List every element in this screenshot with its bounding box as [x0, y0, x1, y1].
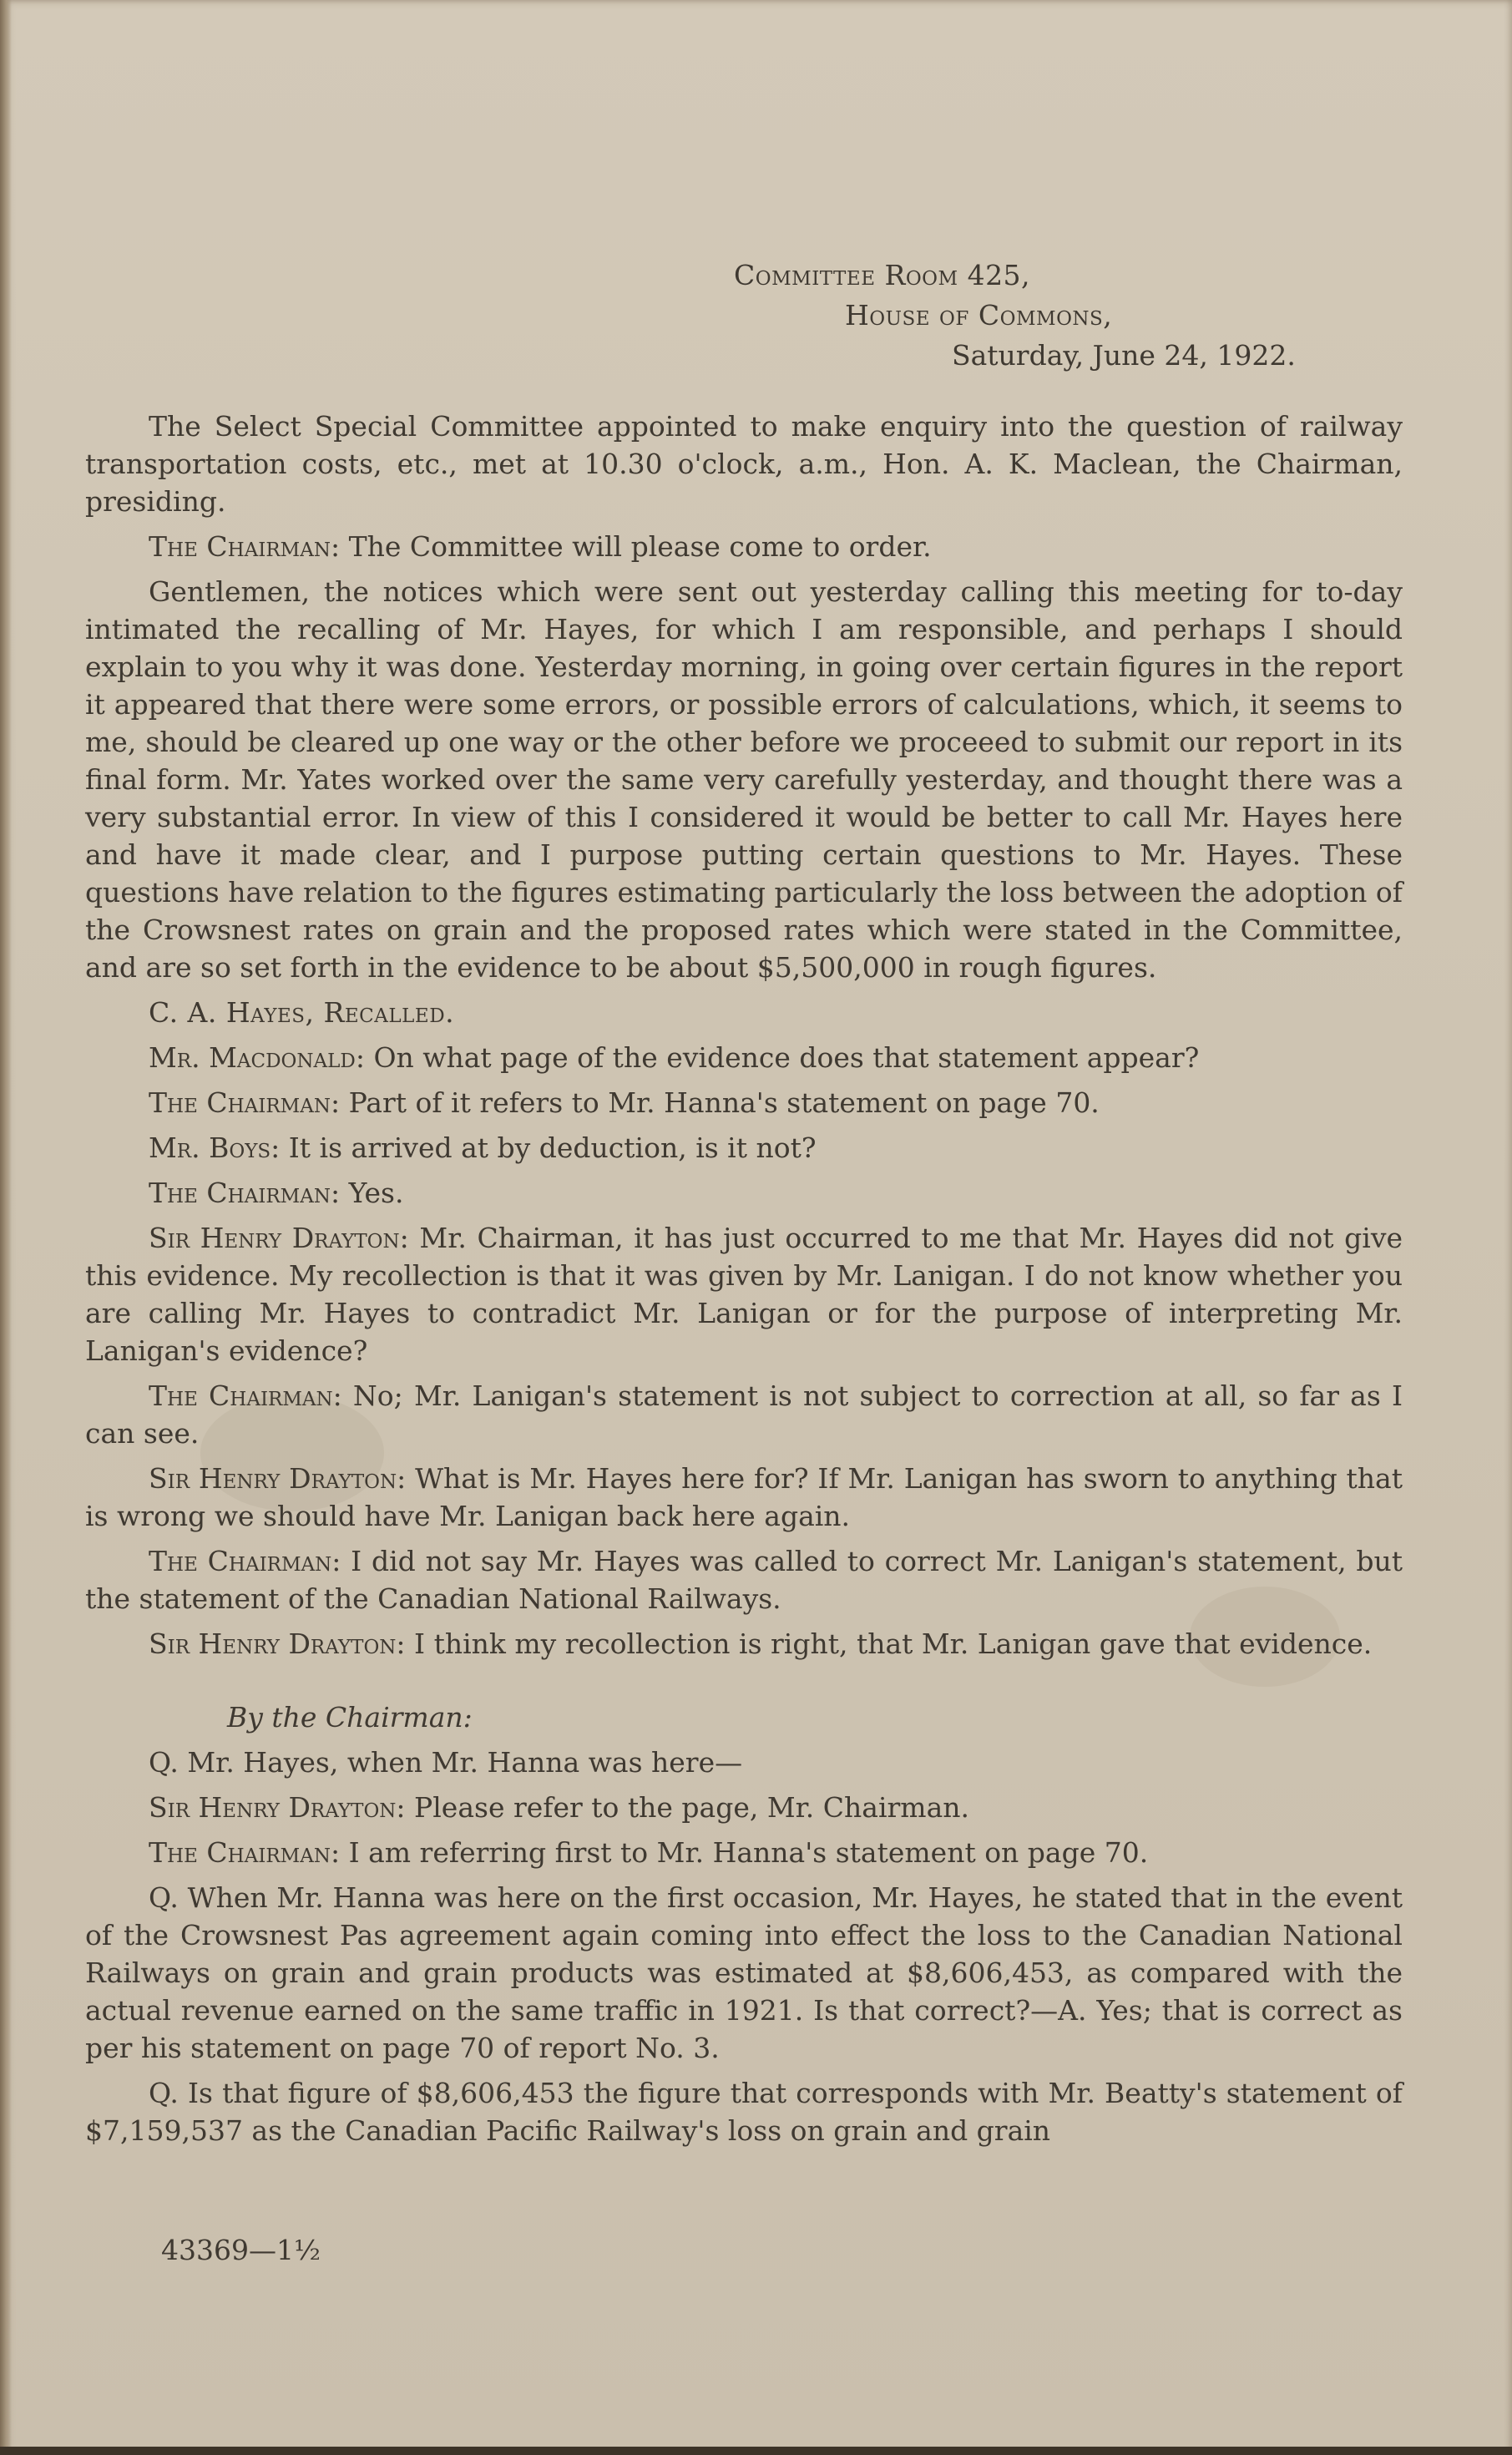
paragraph [85, 1219, 1403, 1369]
paragraph-text: No; Mr. Lanigan's statement is not subject to correction at all, so far as I can see. [85, 1379, 1403, 1450]
speaker: The Chairman: [149, 1545, 341, 1577]
paragraph-text: Part of it refers to Mr. Hanna's statement on page 70. [340, 1086, 1100, 1119]
question-text: Q. When Mr. Hanna was here on the first occasion, Mr. Hayes, he stated that in the event of the Crowsnest Pas agreement again coming into effect the loss to the Canadian National Railways on grain and grain products was estimated at $8,606,453, as compared with the actual revenue earned on the same traffic in 1921. Is that correct?—A. Yes; that is correct as per his statement on page 70 of report No. 3. [85, 1881, 1403, 2064]
page-left-edge [0, 0, 12, 2455]
paragraph-text: Gentlemen, the notices which were sent out yesterday calling this meeting for to-day intimated the recalling of Mr. Hayes, for which I am responsible, and perhaps I should explain to you why it was done. Yesterday morning, in going over certain figures in the report it appeared that there were some errors, or possible errors of calculations, which, it seems to me, should be cleared up one way or the other before we proceeed to submit our report in its final form. Mr. Yates worked over the same very carefully yesterday, and thought there was a very substantial error. In view of this I considered it would be better to call Mr. Hayes here and have it made clear, and I purpose putting certain questions to Mr. Hayes. These questions have relation to the figures estimating particularly the loss between the adoption of the Crowsnest rates on grain and the proposed rates which were stated in the Committee, and are so set forth in the evidence to be about $5,500,000 in rough figures. [85, 575, 1403, 984]
speaker: The Chairman: [149, 1836, 341, 1869]
meeting-date-text: Saturday, June 24, 1922. [952, 339, 1296, 372]
paragraph [85, 528, 1403, 565]
question-text: Q. Mr. Hayes, when Mr. Hanna was here— [149, 1746, 743, 1779]
paragraph [85, 1377, 1403, 1452]
paragraph-text: It is arrived at by deduction, is it not? [280, 1131, 817, 1164]
paragraph [85, 1084, 1403, 1121]
paragraph [85, 1039, 1403, 1076]
house-name: House of Commons, [845, 299, 1113, 332]
meeting-date [952, 336, 1327, 376]
question [85, 1834, 1403, 1871]
paragraph-text: On what page of the evidence does that statement appear? [364, 1041, 1200, 1074]
section-gap [85, 1670, 1403, 1698]
question-text: I am referring first to Mr. Hanna's statement on page 70. [340, 1836, 1149, 1869]
speaker: The Chairman: [149, 1177, 341, 1209]
paragraph-text: C. A. Hayes, Recalled. [149, 996, 455, 1029]
speaker: The Chairman: [149, 1086, 341, 1119]
question-text: Q. Is that figure of $8,606,453 the figure that corresponds with Mr. Beatty's statement of $7,159,537 as the Canadian Pacific Railway's loss on grain and grain [85, 2077, 1403, 2147]
committee-room: Committee Room 425, [734, 259, 1031, 291]
paragraph-text: Yes. [340, 1177, 404, 1209]
paragraph-text: What is Mr. Hayes here for? If Mr. Lanigan has sworn to anything that is wrong we should have Mr. Lanigan back here again. [85, 1462, 1403, 1532]
question [85, 1789, 1403, 1826]
question [85, 1744, 1403, 1781]
question [85, 1879, 1403, 2067]
paragraph-text: The Select Special Committee appointed to make enquiry into the question of railway transportation costs, etc., met at 10.30 o'clock, a.m., Hon. A. K. Maclean, the Chairman, presiding. [85, 410, 1403, 518]
paragraph [85, 573, 1403, 986]
question-text: Please refer to the page, Mr. Chairman. [405, 1791, 969, 1824]
paragraph [85, 1174, 1403, 1212]
minutes-body [85, 407, 1403, 2157]
witness-recalled [85, 994, 1403, 1031]
speaker: Sir Henry Drayton: [149, 1791, 406, 1824]
speaker: Mr. Macdonald: [149, 1041, 365, 1074]
paragraph [85, 407, 1403, 520]
paragraph-text: The Committee will please come to order. [340, 530, 932, 563]
question [85, 2074, 1403, 2149]
speaker: Mr. Boys: [149, 1131, 281, 1164]
by-chairman-heading: By the Chairman: [227, 1701, 473, 1734]
speaker: The Chairman: [149, 1379, 342, 1412]
paragraph [85, 1625, 1403, 1663]
speaker: The Chairman: [149, 530, 341, 563]
speaker: Sir Henry Drayton: [149, 1222, 409, 1254]
paragraph-text: I did not say Mr. Hayes was called to correct Mr. Lanigan's statement, but the statement of the Canadian National Railways. [85, 1545, 1403, 1615]
speaker: Sir Henry Drayton: [149, 1627, 406, 1660]
sheet-number: 43369—1½ [161, 2234, 321, 2266]
paragraph-text: Mr. Chairman, it has just occurred to me that Mr. Hayes did not give this evidence. My recollection is that it was given by Mr. Lanigan. I do not know whether you are calling Mr. Hayes to contradict Mr. Lanigan or for the purpose of interpreting Mr. Lanigan's evidence? [85, 1222, 1403, 1367]
page-bottom-edge [0, 2447, 1512, 2455]
document-header [575, 256, 1327, 376]
paragraph [85, 1129, 1403, 1167]
paragraph [85, 1542, 1403, 1617]
paragraph-text: I think my recollection is right, that Mr. Lanigan gave that evidence. [405, 1627, 1373, 1660]
speaker: Sir Henry Drayton: [149, 1462, 407, 1495]
paragraph [85, 1460, 1403, 1535]
